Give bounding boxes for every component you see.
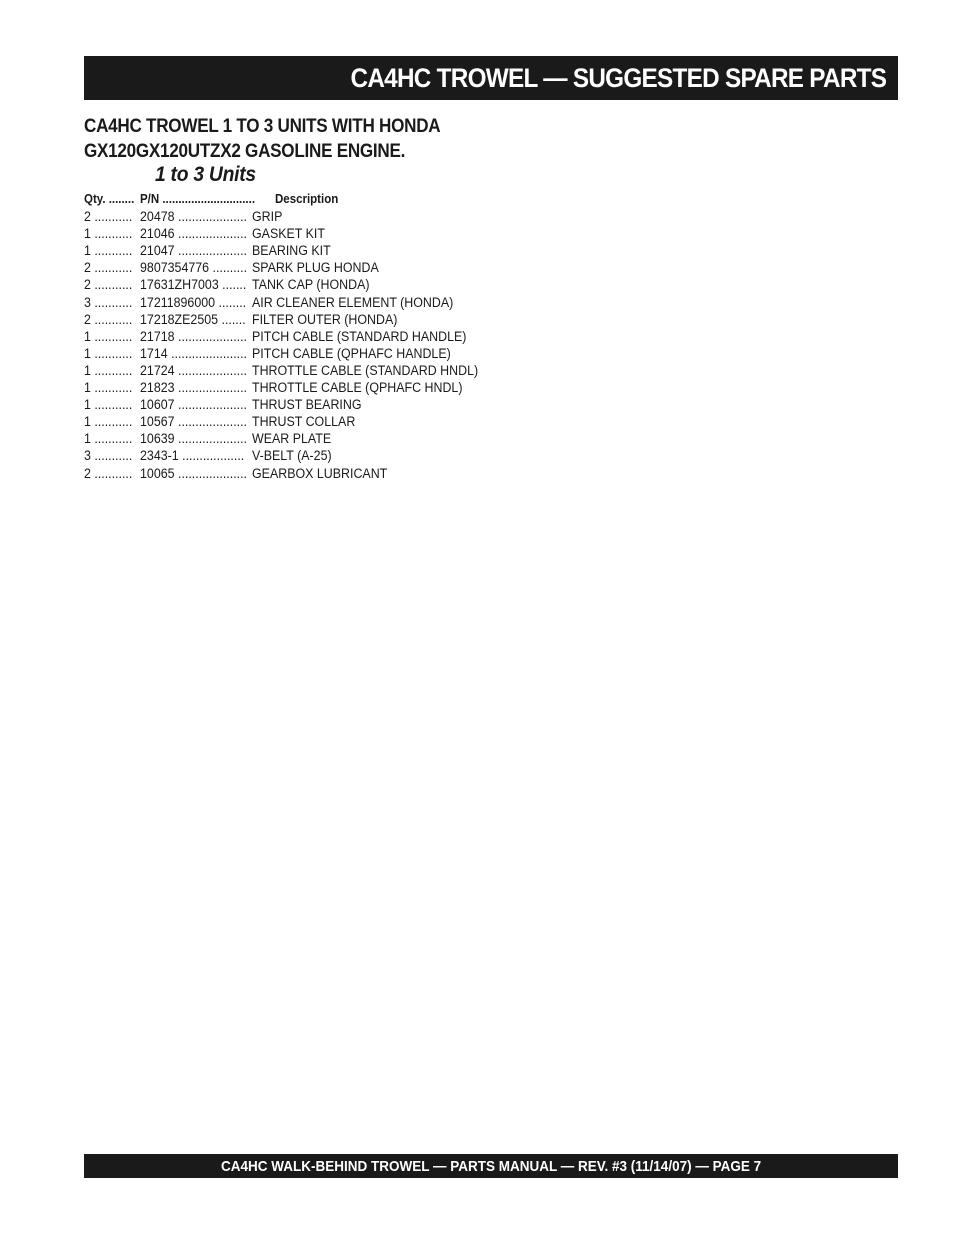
part-number-cell: 17211896000 ........ bbox=[140, 294, 247, 310]
qty-cell: 1 ........... bbox=[84, 362, 133, 378]
part-number-cell: 20478 .................... bbox=[140, 209, 248, 225]
description-cell: GEARBOX LUBRICANT bbox=[252, 465, 388, 481]
description-cell: THROTTLE CABLE (STANDARD HNDL) bbox=[252, 362, 479, 378]
description-cell: BEARING KIT bbox=[252, 243, 331, 259]
part-number-cell: 21046 .................... bbox=[140, 226, 248, 242]
table-row bbox=[84, 413, 514, 430]
description-cell: FILTER OUTER (HONDA) bbox=[252, 311, 398, 327]
table-row bbox=[84, 345, 514, 362]
description-cell: GASKET KIT bbox=[252, 226, 325, 242]
units-label: 1 to 3 Units bbox=[155, 163, 256, 186]
description-cell: THRUST COLLAR bbox=[252, 414, 356, 430]
table-row bbox=[84, 276, 514, 293]
qty-cell: 1 ........... bbox=[84, 397, 133, 413]
part-number-cell: 21823 .................... bbox=[140, 380, 248, 396]
description-cell: V-BELT (A-25) bbox=[252, 448, 332, 464]
page-footer-bar bbox=[84, 1154, 898, 1178]
qty-cell: 2 ........... bbox=[84, 311, 133, 327]
table-row bbox=[84, 430, 514, 447]
qty-cell: 3 ........... bbox=[84, 448, 133, 464]
description-cell: PITCH CABLE (STANDARD HANDLE) bbox=[252, 328, 467, 344]
part-number-cell: 17218ZE2505 ....... bbox=[140, 311, 246, 327]
table-row bbox=[84, 242, 514, 259]
section-title-line2: GX120GX120UTZX2 GASOLINE ENGINE. bbox=[84, 141, 406, 162]
qty-cell: 1 ........... bbox=[84, 431, 133, 447]
description-cell: SPARK PLUG HONDA bbox=[252, 260, 379, 276]
description-cell: AIR CLEANER ELEMENT (HONDA) bbox=[252, 294, 454, 310]
part-number-cell: 17631ZH7003 ....... bbox=[140, 277, 247, 293]
qty-cell: 2 ........... bbox=[84, 209, 133, 225]
column-header-description: Description bbox=[275, 192, 339, 206]
table-row bbox=[84, 447, 514, 464]
table-row bbox=[84, 225, 514, 242]
table-row bbox=[84, 208, 514, 225]
part-number-cell: 10639 .................... bbox=[140, 431, 248, 447]
qty-cell: 2 ........... bbox=[84, 465, 133, 481]
footer-text: CA4HC WALK-BEHIND TROWEL — PARTS MANUAL — REV. #3 (11/14/07) — PAGE 7 bbox=[220, 1157, 762, 1175]
description-cell: GRIP bbox=[252, 209, 283, 225]
part-number-cell: 10567 .................... bbox=[140, 414, 248, 430]
qty-cell: 1 ........... bbox=[84, 243, 133, 259]
column-header-pn: P/N ............................. bbox=[140, 192, 256, 206]
table-row bbox=[84, 379, 514, 396]
qty-cell: 1 ........... bbox=[84, 345, 133, 361]
page-title: CA4HC TROWEL — SUGGESTED SPARE PARTS bbox=[350, 62, 886, 93]
part-number-cell: 2343-1 .................. bbox=[140, 448, 245, 464]
parts-list bbox=[84, 191, 514, 482]
part-number-cell: 9807354776 .......... bbox=[140, 260, 248, 276]
part-number-cell: 10065 .................... bbox=[140, 465, 248, 481]
section-title bbox=[84, 114, 480, 164]
table-row bbox=[84, 311, 514, 328]
table-row bbox=[84, 328, 514, 345]
description-cell: WEAR PLATE bbox=[252, 431, 332, 447]
table-row bbox=[84, 259, 514, 276]
qty-cell: 1 ........... bbox=[84, 328, 133, 344]
qty-cell: 2 ........... bbox=[84, 260, 133, 276]
qty-cell: 1 ........... bbox=[84, 226, 133, 242]
part-number-cell: 10607 .................... bbox=[140, 397, 248, 413]
table-row bbox=[84, 396, 514, 413]
table-row bbox=[84, 465, 514, 482]
table-row bbox=[84, 362, 514, 379]
qty-cell: 2 ........... bbox=[84, 277, 133, 293]
part-number-cell: 21718 .................... bbox=[140, 328, 248, 344]
qty-cell: 1 ........... bbox=[84, 380, 133, 396]
table-row bbox=[84, 294, 514, 311]
description-cell: TANK CAP (HONDA) bbox=[252, 277, 370, 293]
part-number-cell: 1714 ...................... bbox=[140, 345, 248, 361]
description-cell: THRUST BEARING bbox=[252, 397, 362, 413]
part-number-cell: 21724 .................... bbox=[140, 362, 248, 378]
qty-cell: 1 ........... bbox=[84, 414, 133, 430]
description-cell: PITCH CABLE (QPHAFC HANDLE) bbox=[252, 345, 451, 361]
column-header-qty: Qty. ........ bbox=[84, 192, 135, 206]
parts-list-header bbox=[84, 191, 514, 208]
qty-cell: 3 ........... bbox=[84, 294, 133, 310]
section-title-line1: CA4HC TROWEL 1 TO 3 UNITS WITH HONDA bbox=[84, 116, 441, 137]
page-header-bar bbox=[84, 56, 898, 100]
part-number-cell: 21047 .................... bbox=[140, 243, 248, 259]
description-cell: THROTTLE CABLE (QPHAFC HNDL) bbox=[252, 380, 463, 396]
